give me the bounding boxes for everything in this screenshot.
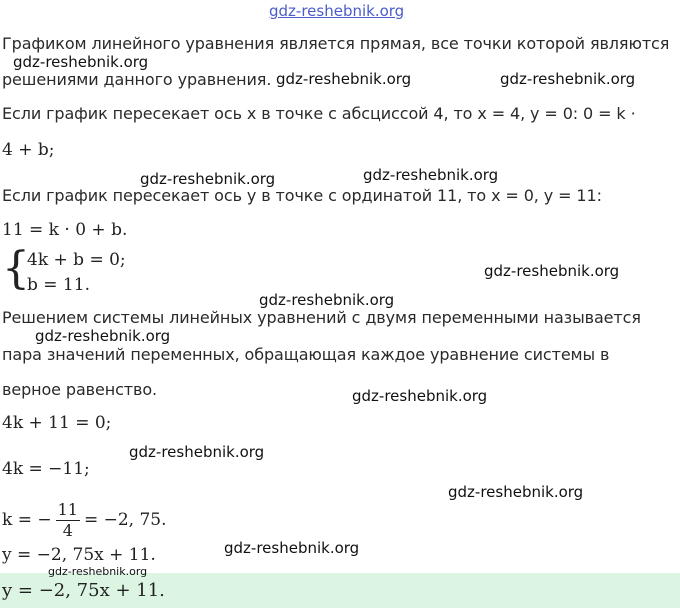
watermark: gdz-reshebnik.org [35, 327, 171, 345]
step-3-prefix: k = − [2, 510, 52, 530]
system-brace: { [2, 243, 30, 294]
watermark: gdz-reshebnik.org [224, 539, 360, 557]
watermark: gdz-reshebnik.org [352, 387, 488, 405]
paragraph-4-line-2: пара значений переменных, обращающая каждое уравнение системы в [2, 345, 610, 364]
watermark: gdz-reshebnik.org [363, 166, 499, 184]
watermark: gdz-reshebnik.org [140, 170, 276, 188]
paragraph-2-line-2: 4 + b; [2, 140, 55, 160]
watermark-small: gdz-reshebnik.org [48, 565, 148, 578]
step-3-suffix: = −2, 75. [83, 510, 167, 530]
fraction [56, 500, 80, 541]
paragraph-3-line-1: Если график пересекает ось y в точке с ординатой 11, то x = 0, y = 11: [2, 186, 602, 205]
watermark: gdz-reshebnik.org [129, 443, 265, 461]
watermark-top-link[interactable]: gdz-reshebnik.org [269, 2, 405, 20]
step-3 [2, 496, 167, 544]
system-equation-2: b = 11. [27, 275, 90, 295]
watermark: gdz-reshebnik.org [448, 483, 584, 501]
final-answer: y = −2, 75x + 11. [2, 580, 165, 601]
fraction-denominator: 4 [62, 520, 73, 540]
paragraph-2-line-1: Если график пересекает ось x в точке с абсциссой 4, то x = 4, y = 0: 0 = k · [2, 104, 636, 123]
watermark: gdz-reshebnik.org [484, 262, 620, 280]
system-equation-1: 4k + b = 0; [27, 250, 126, 270]
watermark: gdz-reshebnik.org [259, 291, 395, 309]
step-2: 4k = −11; [2, 459, 90, 479]
step-1: 4k + 11 = 0; [2, 413, 112, 433]
fraction-numerator: 11 [57, 499, 78, 519]
watermark: gdz-reshebnik.org [500, 70, 636, 88]
paragraph-1-line-1: Графиком линейного уравнения является прямая, все точки которой являются [2, 34, 670, 53]
paragraph-3-line-2: 11 = k · 0 + b. [2, 220, 128, 240]
step-4: y = −2, 75x + 11. [2, 545, 156, 565]
watermark: gdz-reshebnik.org [13, 53, 149, 71]
paragraph-1-line-2: решениями данного уравнения. [2, 70, 272, 89]
paragraph-4-line-3: верное равенство. [2, 380, 158, 399]
paragraph-4-line-1: Решением системы линейных уравнений с двумя переменными называется [2, 308, 641, 327]
watermark: gdz-reshebnik.org [276, 70, 412, 88]
